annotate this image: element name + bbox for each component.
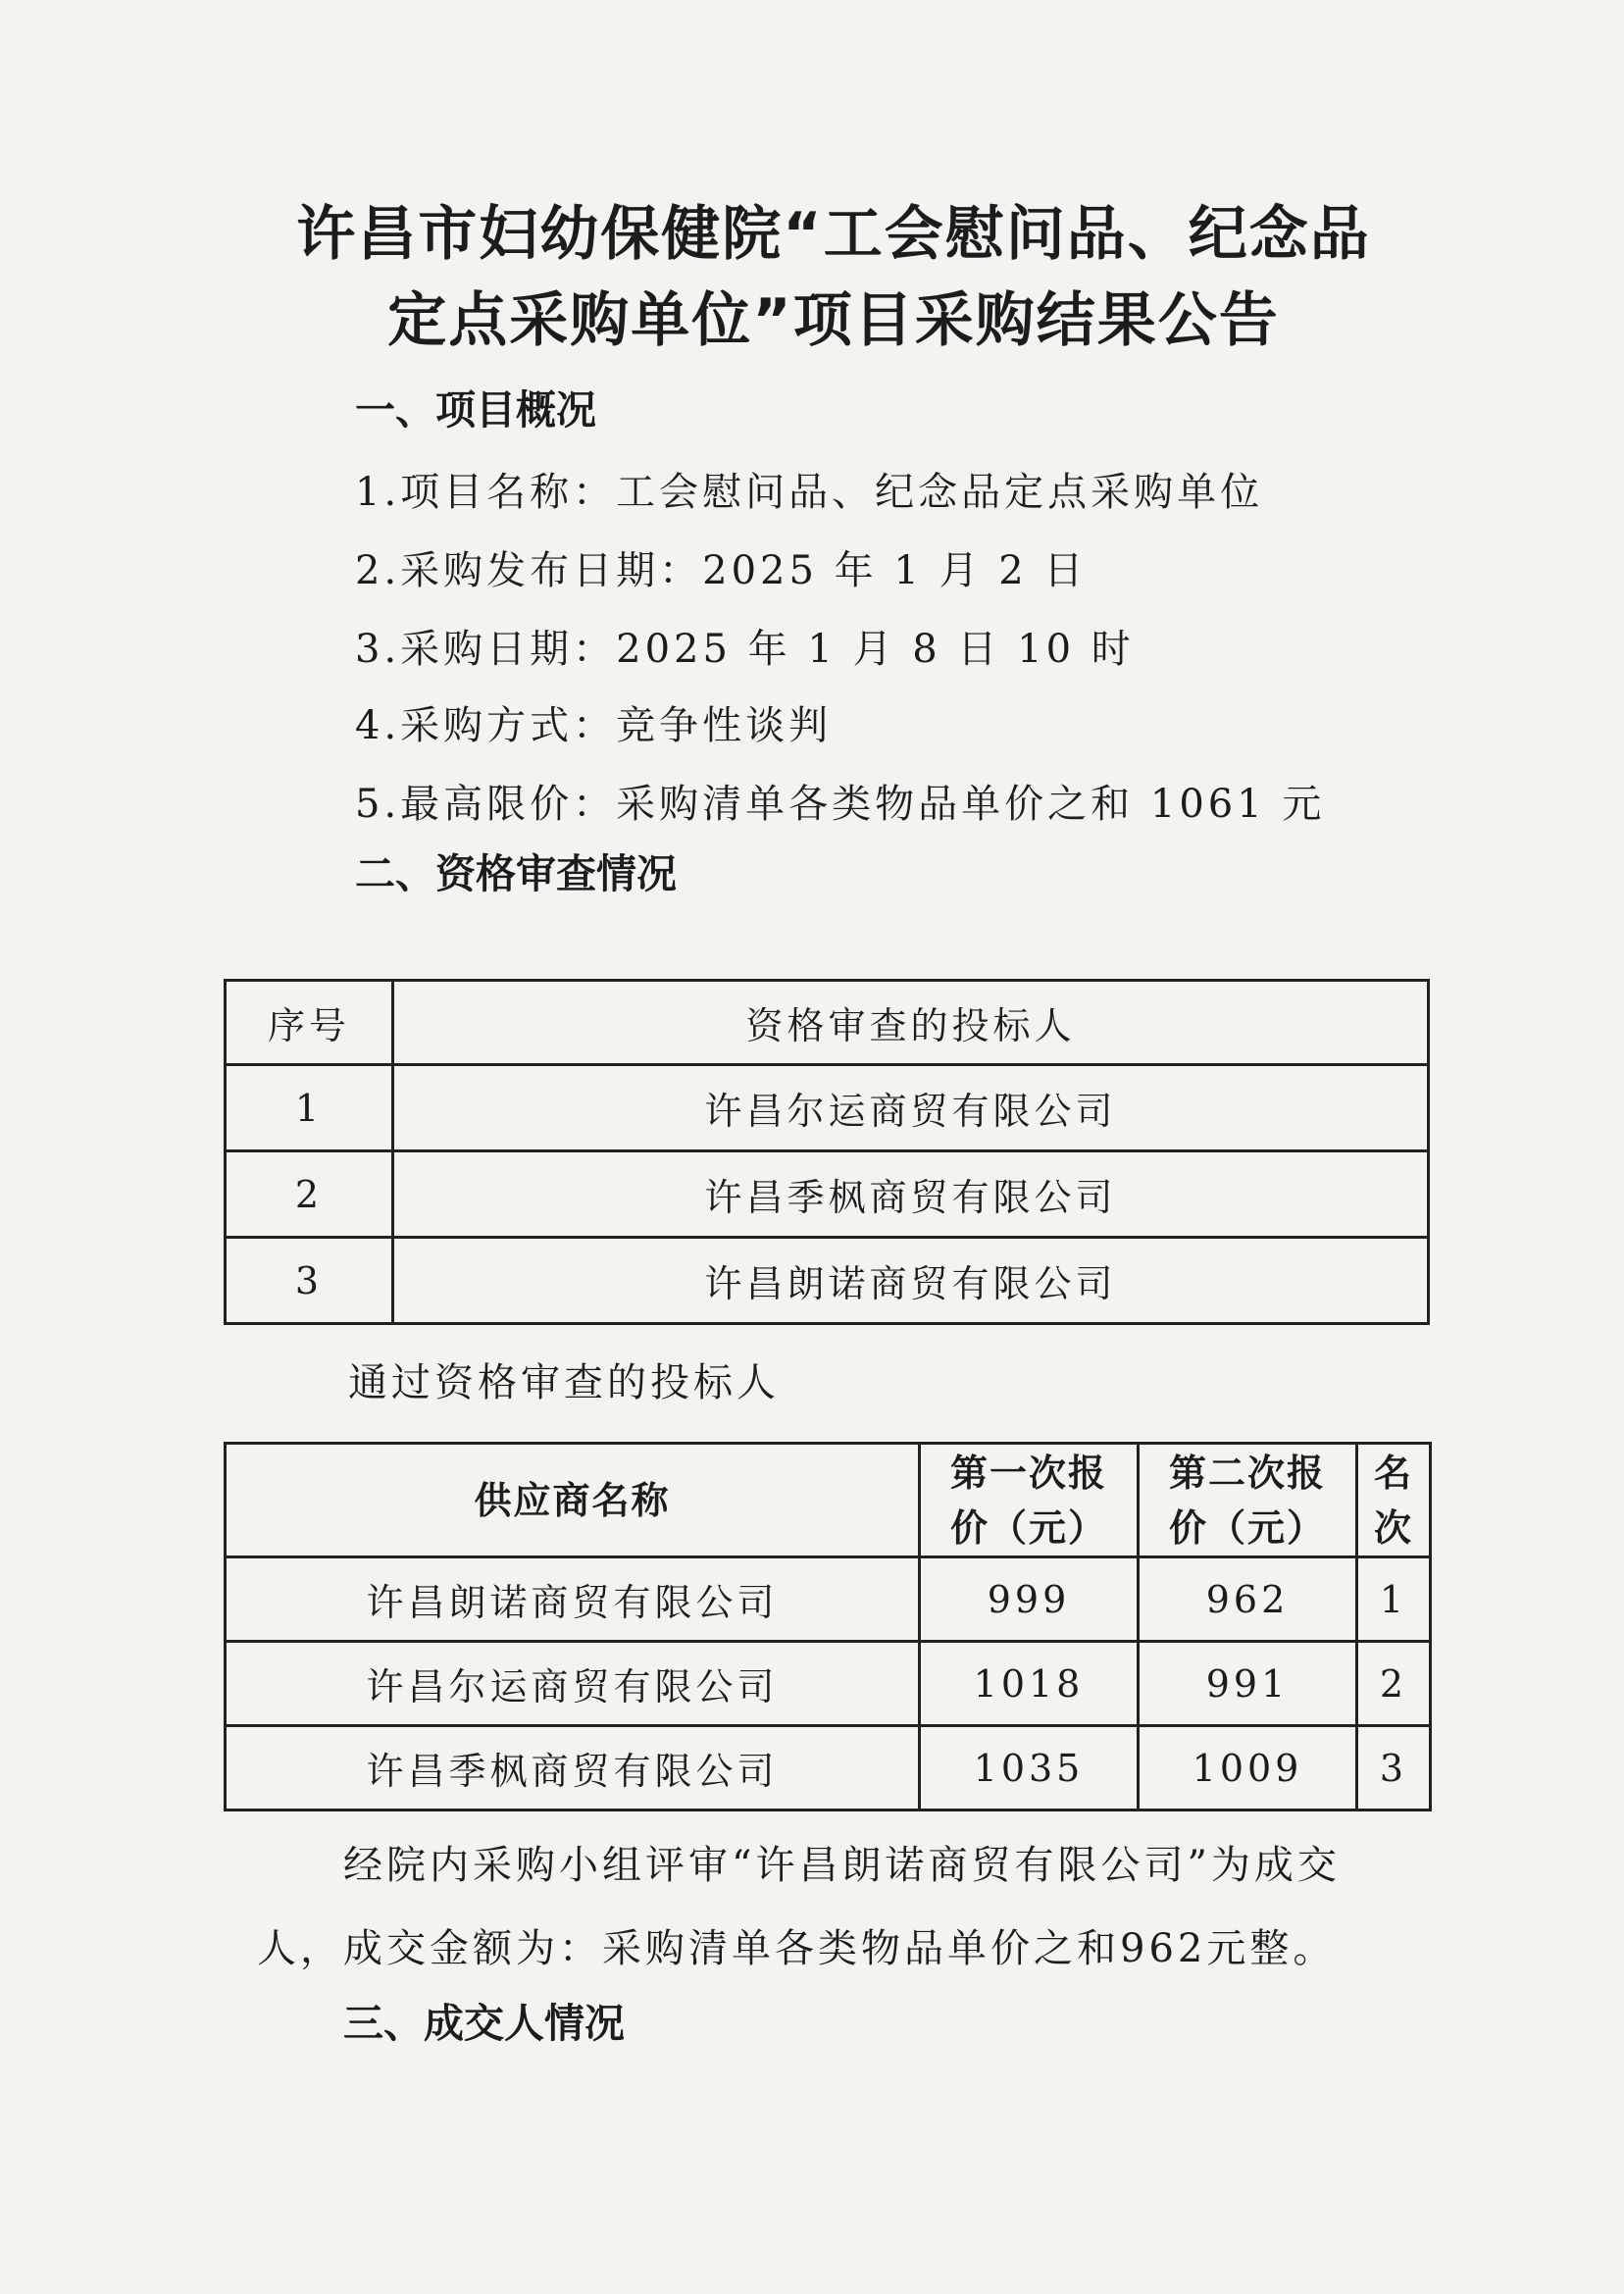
max-price: 5.最高限价：采购清单各类物品单价之和 1061 元 — [355, 782, 1326, 827]
table-cell: 1 — [1357, 1557, 1431, 1642]
table-row — [226, 1151, 1429, 1238]
document-title — [196, 191, 1471, 364]
column-header-supplier: 供应商名称 — [226, 1444, 920, 1557]
procurement-date: 3.采购日期：2025 年 1 月 8 日 10 时 — [355, 627, 1135, 672]
table-cell: 许昌尔运商贸有限公司 — [393, 1065, 1429, 1151]
table-cell: 许昌朗诺商贸有限公司 — [393, 1238, 1429, 1324]
bidding-results-table — [224, 1442, 1432, 1811]
table-cell: 许昌尔运商贸有限公司 — [226, 1642, 920, 1726]
procurement-method: 4.采购方式：竞争性谈判 — [355, 703, 833, 748]
table-row — [226, 1238, 1429, 1324]
column-header: 序号 — [226, 981, 393, 1065]
title-line-2: 定点采购单位”项目采购结果公告 — [387, 286, 1280, 355]
column-header-second-quote: 第二次报价（元） — [1139, 1444, 1357, 1557]
table-cell: 991 — [1139, 1642, 1357, 1726]
table-row — [226, 1642, 1431, 1726]
table-cell: 3 — [1357, 1726, 1431, 1810]
table-row — [226, 1557, 1431, 1642]
table-header-row — [226, 981, 1429, 1065]
section-3-heading: 三、成交人情况 — [343, 2000, 625, 2047]
column-header-first-quote: 第一次报价（元） — [920, 1444, 1139, 1557]
table-cell: 2 — [226, 1151, 393, 1238]
table-cell: 962 — [1139, 1557, 1357, 1642]
publish-date: 2.采购发布日期：2025 年 1 月 2 日 — [355, 548, 1088, 593]
column-header: 资格审查的投标人 — [393, 981, 1429, 1065]
table-cell: 1018 — [920, 1642, 1139, 1726]
table-cell: 1035 — [920, 1726, 1139, 1810]
table-cell: 许昌季枫商贸有限公司 — [226, 1726, 920, 1810]
table-cell: 999 — [920, 1557, 1139, 1642]
table-row — [226, 1065, 1429, 1151]
column-header-rank: 名次 — [1357, 1444, 1431, 1557]
result-line-1: 经院内采购小组评审“许昌朗诺商贸有限公司”为成交 — [343, 1843, 1341, 1888]
table-header-row — [226, 1444, 1431, 1557]
result-line-2: 人，成交金额为：采购清单各类物品单价之和962元整。 — [257, 1926, 1337, 1971]
table-cell: 许昌朗诺商贸有限公司 — [226, 1557, 920, 1642]
table-row — [226, 1726, 1431, 1810]
title-line-1: 许昌市妇幼保健院“工会慰问品、纪念品 — [296, 200, 1371, 269]
table-cell: 1009 — [1139, 1726, 1357, 1810]
qualification-table — [224, 979, 1430, 1325]
section-2-heading: 二、资格审查情况 — [355, 850, 677, 897]
qualified-bidders-caption: 通过资格审查的投标人 — [348, 1360, 780, 1405]
section-1-heading: 一、项目概况 — [355, 386, 596, 433]
table-cell: 3 — [226, 1238, 393, 1324]
table-cell: 许昌季枫商贸有限公司 — [393, 1151, 1429, 1238]
table-cell: 1 — [226, 1065, 393, 1151]
table-cell: 2 — [1357, 1642, 1431, 1726]
project-name: 1.项目名称：工会慰问品、纪念品定点采购单位 — [355, 470, 1264, 515]
